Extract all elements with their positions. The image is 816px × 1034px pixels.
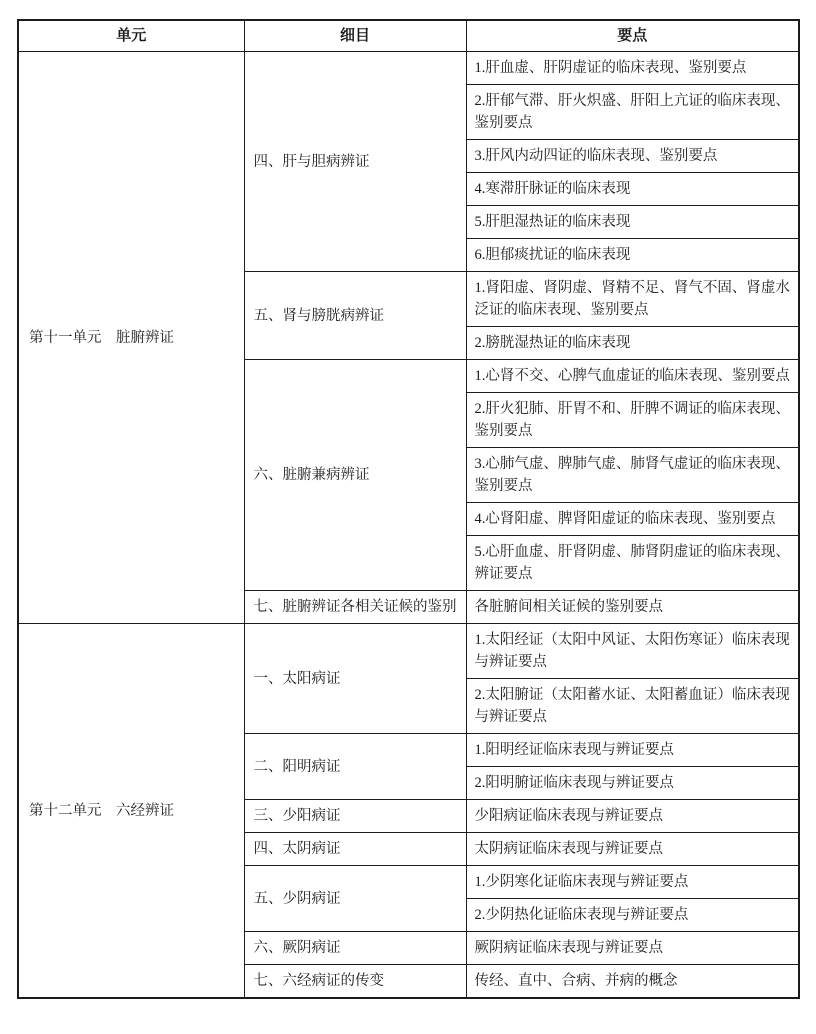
detail-cell: 七、脏腑辨证各相关证候的鉴别 <box>244 591 466 624</box>
table-row <box>18 624 799 679</box>
column-header-unit: 单元 <box>18 20 244 52</box>
unit-cell: 第十二单元 六经辨证 <box>18 624 244 999</box>
detail-cell: 六、脏腑兼病辨证 <box>244 360 466 591</box>
detail-cell: 四、肝与胆病辨证 <box>244 52 466 272</box>
point-cell: 4.心肾阳虚、脾肾阳虚证的临床表现、鉴别要点 <box>466 503 799 536</box>
point-cell: 2.阳明腑证临床表现与辨证要点 <box>466 767 799 800</box>
header-row <box>18 20 799 52</box>
point-cell: 1.肝血虚、肝阴虚证的临床表现、鉴别要点 <box>466 52 799 85</box>
point-cell: 5.心肝血虚、肝肾阴虚、肺肾阴虚证的临床表现、辨证要点 <box>466 536 799 591</box>
detail-cell: 三、少阳病证 <box>244 800 466 833</box>
point-cell: 2.膀胱湿热证的临床表现 <box>466 327 799 360</box>
point-cell: 1.肾阳虚、肾阴虚、肾精不足、肾气不固、肾虚水泛证的临床表现、鉴别要点 <box>466 272 799 327</box>
detail-cell: 五、少阴病证 <box>244 866 466 932</box>
detail-cell: 六、厥阴病证 <box>244 932 466 965</box>
point-cell: 4.寒滞肝脉证的临床表现 <box>466 173 799 206</box>
point-cell: 2.肝火犯肺、肝胃不和、肝脾不调证的临床表现、鉴别要点 <box>466 393 799 448</box>
detail-cell: 七、六经病证的传变 <box>244 965 466 999</box>
point-cell: 2.肝郁气滞、肝火炽盛、肝阳上亢证的临床表现、鉴别要点 <box>466 85 799 140</box>
point-cell: 太阴病证临床表现与辨证要点 <box>466 833 799 866</box>
point-cell: 5.肝胆湿热证的临床表现 <box>466 206 799 239</box>
point-cell: 3.肝风内动四证的临床表现、鉴别要点 <box>466 140 799 173</box>
point-cell: 1.阳明经证临床表现与辨证要点 <box>466 734 799 767</box>
point-cell: 传经、直中、合病、并病的概念 <box>466 965 799 999</box>
detail-cell: 一、太阳病证 <box>244 624 466 734</box>
table-row <box>18 52 799 85</box>
unit-cell: 第十一单元 脏腑辨证 <box>18 52 244 624</box>
point-cell: 2.少阴热化证临床表现与辨证要点 <box>466 899 799 932</box>
column-header-points: 要点 <box>466 20 799 52</box>
detail-cell: 五、肾与膀胱病辨证 <box>244 272 466 360</box>
point-cell: 各脏腑间相关证候的鉴别要点 <box>466 591 799 624</box>
point-cell: 6.胆郁痰扰证的临床表现 <box>466 239 799 272</box>
table-body <box>18 52 799 999</box>
point-cell: 2.太阳腑证（太阳蓄水证、太阳蓄血证）临床表现与辨证要点 <box>466 679 799 734</box>
detail-cell: 四、太阴病证 <box>244 833 466 866</box>
column-header-detail: 细目 <box>244 20 466 52</box>
syllabus-table <box>17 19 800 999</box>
point-cell: 3.心肺气虚、脾肺气虚、肺肾气虚证的临床表现、鉴别要点 <box>466 448 799 503</box>
detail-cell: 二、阳明病证 <box>244 734 466 800</box>
point-cell: 1.太阳经证（太阳中风证、太阳伤寒证）临床表现与辨证要点 <box>466 624 799 679</box>
point-cell: 1.心肾不交、心脾气血虚证的临床表现、鉴别要点 <box>466 360 799 393</box>
point-cell: 少阳病证临床表现与辨证要点 <box>466 800 799 833</box>
point-cell: 厥阴病证临床表现与辨证要点 <box>466 932 799 965</box>
point-cell: 1.少阴寒化证临床表现与辨证要点 <box>466 866 799 899</box>
